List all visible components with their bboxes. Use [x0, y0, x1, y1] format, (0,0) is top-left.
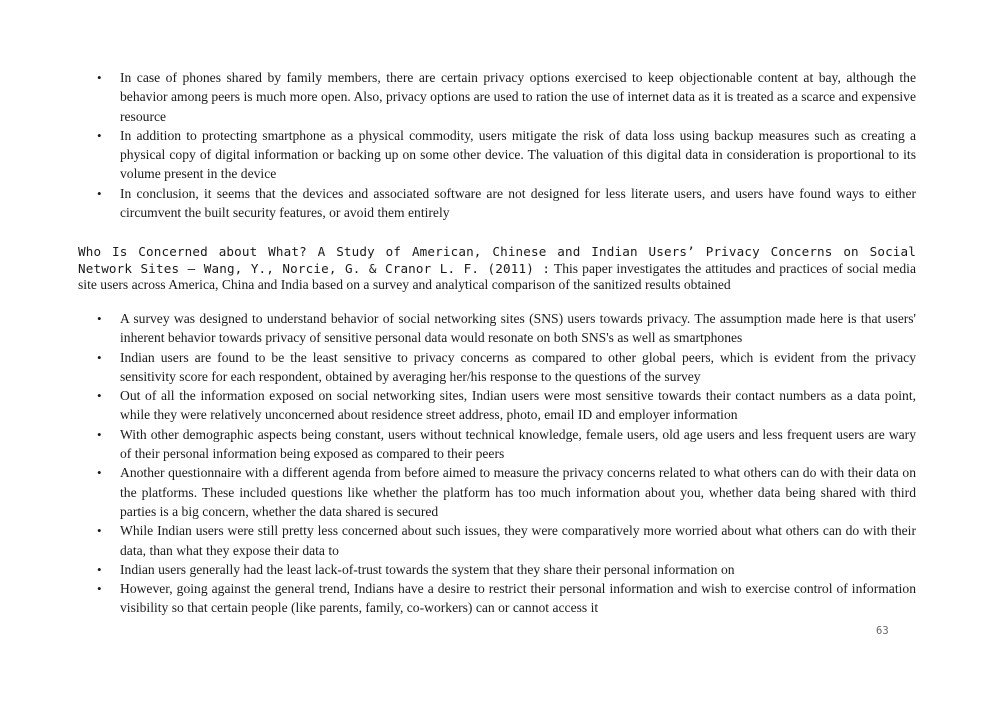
- page-number: 63: [876, 625, 889, 637]
- list-item-text: A survey was designed to understand behavior of social networking sites (SNS) users towards privacy. The assumption made here is that users' inherent behavior towards privacy of sensitive personal data would resonate on both SNS's as well as smartphones: [120, 311, 916, 346]
- bullet-icon: •: [97, 561, 102, 577]
- paper-title: Who Is Concerned about What? A Study of American, Chinese and Indian Users’ Privacy Concerns on Social Network Sites – Wang, Y., Norcie, G. & Cranor L. F. (2011) :: [78, 244, 916, 276]
- bullet-list-privacy-practices: [97, 68, 916, 222]
- list-item-text: Another questionnaire with a different agenda from before aimed to measure the privacy concerns related to what others can do with their data on the platforms. These included questions like whether the platform has too much information about you, whether data being shared with third parties is a big concern, whether the data shared is secured: [120, 465, 916, 519]
- list-item-text: With other demographic aspects being constant, users without technical knowledge, female users, old age users and less frequent users are wary of their personal information being exposed as compared to their peers: [120, 426, 916, 462]
- bullet-icon: •: [97, 465, 102, 481]
- list-item: [97, 386, 916, 425]
- list-item: [97, 579, 916, 618]
- paper-summary: This paper investigates the attitudes and practices of social media site users across America, China and India based on a survey and analytical comparison of the sanitized results obtained: [78, 260, 916, 292]
- bullet-icon: •: [97, 311, 102, 326]
- bullet-icon: •: [97, 349, 102, 365]
- bullet-icon: •: [97, 127, 102, 143]
- list-item: [97, 126, 916, 184]
- list-item: [97, 425, 916, 464]
- list-item-text: Indian users generally had the least lack-of-trust towards the system that they share their personal information on: [120, 561, 735, 577]
- list-item-text: However, going against the general trend, Indians have a desire to restrict their personal information and wish to exercise control of information visibility so that certain people (like parents, family, co-workers) can or cannot access it: [120, 581, 916, 616]
- list-item-text: In conclusion, it seems that the devices and associated software are not designed for less literate users, and users have found ways to either circumvent the built security features, or avoid them entirely: [120, 185, 916, 221]
- list-item-text: Out of all the information exposed on social networking sites, Indian users were most sensitive towards their contact numbers as a data point, while they were relatively unconcerned about residence street address, photo, email ID and employer information: [120, 388, 916, 423]
- list-item: [97, 309, 916, 348]
- bullet-icon: •: [97, 185, 102, 201]
- paper-reference-heading: [78, 244, 916, 294]
- list-item-text: In addition to protecting smartphone as a physical commodity, users mitigate the risk of data loss using backup measures such as creating a physical copy of digital information or backing up on some other device. The valuation of this digital data in consideration is proportional to its volume present in the device: [120, 127, 916, 182]
- list-item: [97, 348, 916, 387]
- list-item: [97, 68, 916, 126]
- list-item: [97, 521, 916, 560]
- bullet-icon: •: [97, 523, 102, 539]
- bullet-icon: •: [97, 426, 102, 442]
- list-item: [97, 463, 916, 521]
- list-item: [97, 184, 916, 223]
- list-item-text: In case of phones shared by family members, there are certain privacy options exercised to keep objectionable content at bay, although the behavior among peers is much more open. Also, privacy options are used to ration the use of internet data as it is treated as a scarce and expensive resource: [120, 70, 916, 124]
- list-item-text: Indian users are found to be the least sensitive to privacy concerns as compared to other global peers, which is evident from the privacy sensitivity score for each respondent, obtained by averaging her/his response to the questions of the survey: [120, 349, 916, 384]
- list-item-text: While Indian users were still pretty less concerned about such issues, they were comparatively more worried about what others can do with their data, than what they expose their data to: [120, 523, 916, 558]
- bullet-list-study-findings: [97, 309, 916, 618]
- list-item: [97, 560, 916, 579]
- bullet-icon: •: [97, 581, 102, 597]
- bullet-icon: •: [97, 70, 102, 85]
- bullet-icon: •: [97, 388, 102, 404]
